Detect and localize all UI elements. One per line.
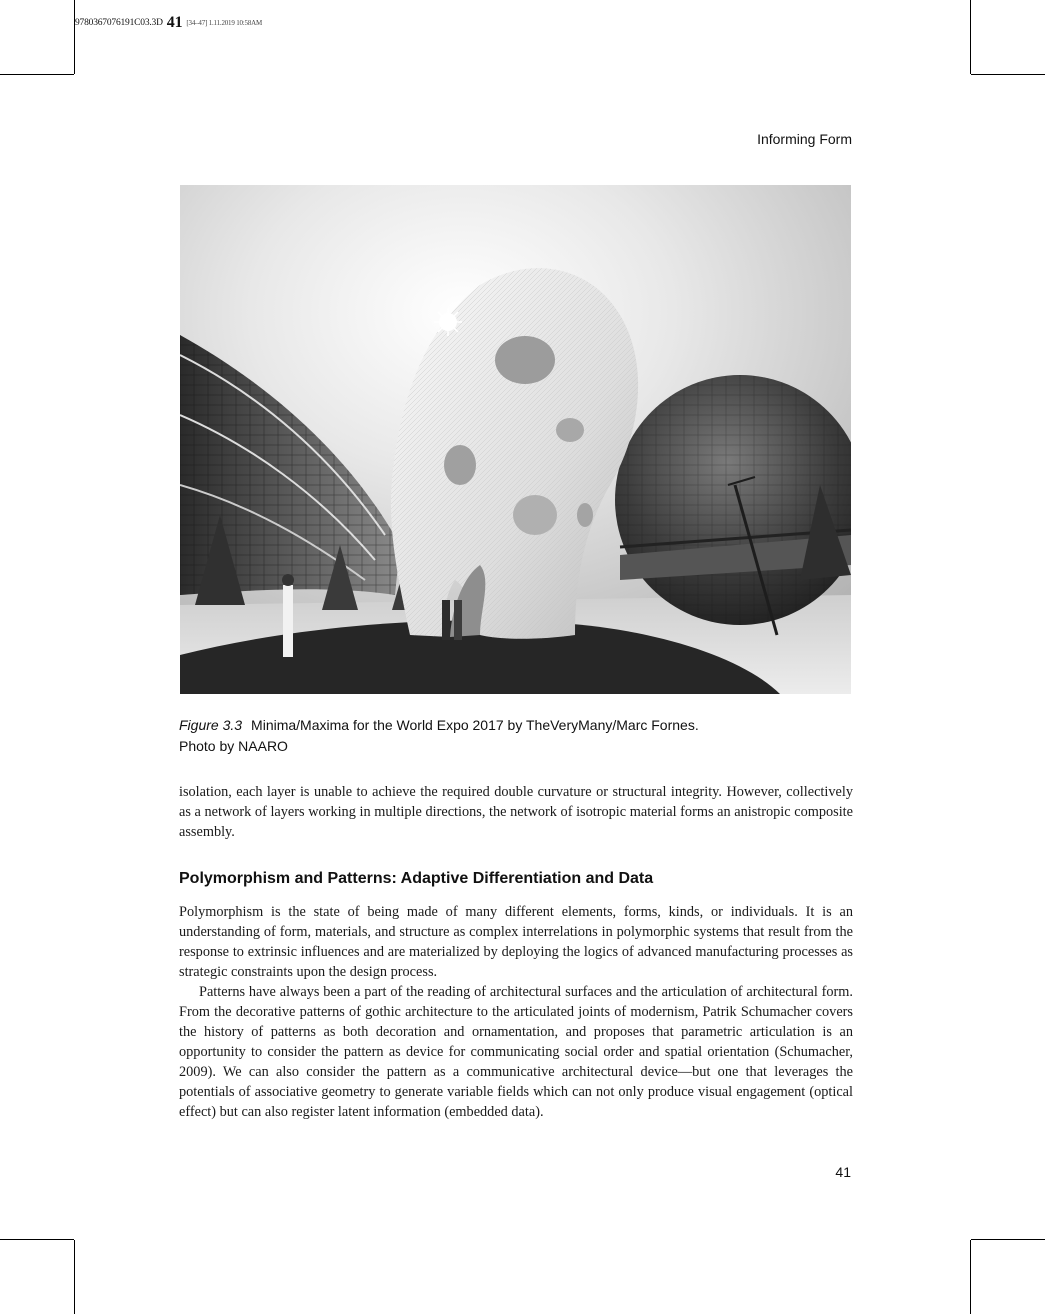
crop-mark [0,1239,74,1240]
crop-mark [0,74,74,75]
crop-mark [74,1240,75,1314]
crop-mark [970,1240,971,1314]
crop-mark [971,74,1045,75]
crop-mark [971,1239,1045,1240]
running-head: Informing Form [757,131,852,147]
caption-line-1 [179,715,859,736]
figure-photo [180,185,851,694]
section-heading: Polymorphism and Patterns: Adaptive Differentiation and Data [179,870,654,887]
page-number: 41 [835,1164,851,1180]
slug-file: 9780367076191C03.3D [75,18,163,28]
body-paragraph-1: Polymorphism is the state of being made of many different elements, forms, kinds, or individuals. It is an understanding of form, materials, and structure as complex interrelations in polymorphic systems that result from the response to extrinsic influences and are materialized by deploying the logics of advanced manufacturing processes as strategic constraints upon the design process. [179,904,853,980]
body-paragraph-2: Patterns have always been a part of the reading of architectural surfaces and the articulation of architectural form. From the decorative patterns of gothic architecture to the articulated joints of modernism, Patrik Schumacher covers the history of patterns as both decoration and ornamentation, and proposes that parametric articulation is an opportunity to consider the pattern as device for communicating social order and spatial orientation (Schumacher, 2009). We can also consider the pattern as a communicative architectural device—but one that leverages the potentials of associative geometry to generate variable fields which can not only produce visual engagement (optical effect) but can also register latent information (embedded data). [179,984,853,1120]
crop-mark [74,0,75,74]
caption-credit: Photo by NAARO [179,738,288,754]
figure-label: Figure 3.3 [179,717,243,733]
continuation-paragraph: isolation, each layer is unable to achieve the required double curvature or structural integrity. However, collectively as a network of layers working in multiple directions, the network of isotropic material forms an anistropic composite assembly. [179,784,853,840]
caption-text: Minima/Maxima for the World Expo 2017 by TheVeryMany/Marc Fornes. [251,717,699,733]
figure-caption [179,715,859,757]
crop-mark [970,0,971,74]
slug-stamp: [34–47] 1.11.2019 10:58AM [186,19,263,27]
slug-page-number: 41 [166,14,183,31]
printer-slug [75,14,262,32]
